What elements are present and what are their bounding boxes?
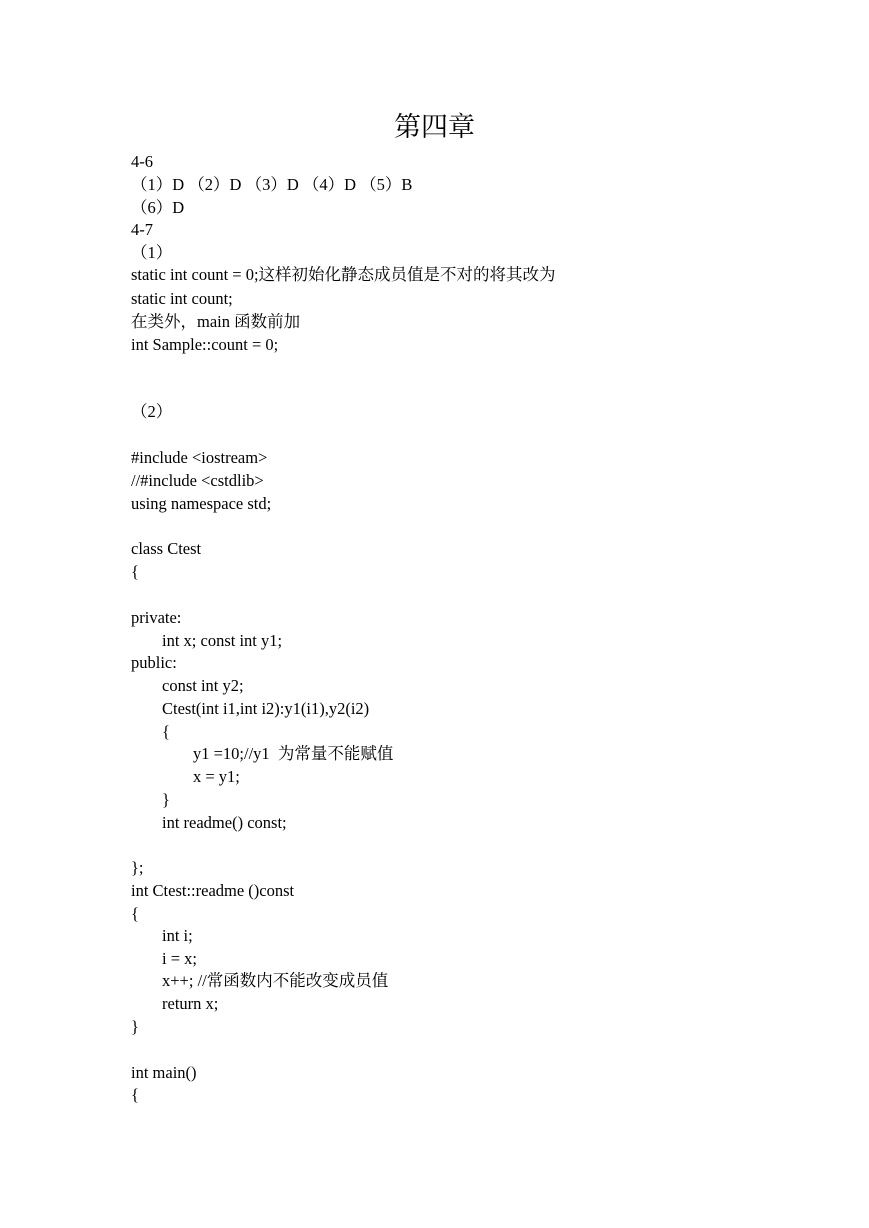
code-line: }: [162, 790, 170, 809]
code-line: return x;: [162, 994, 219, 1013]
code-line: {: [131, 562, 139, 581]
code-line: class Ctest: [131, 539, 202, 558]
code-line: }: [131, 1017, 139, 1036]
text-line: 4-7: [131, 220, 153, 239]
code-line: const int y2;: [162, 676, 244, 695]
code-line: //#include <cstdlib>: [131, 471, 264, 490]
text-line: （6）D: [131, 198, 185, 217]
code-line: y1 =10;//y1 为常量不能赋值: [193, 744, 394, 763]
code-line: int readme() const;: [162, 813, 287, 832]
text-line: static int count;: [131, 289, 233, 308]
code-line: int main(): [131, 1063, 197, 1082]
code-line: {: [131, 1085, 139, 1104]
text-line: int Sample::count = 0;: [131, 335, 279, 354]
code-line: public:: [131, 653, 177, 672]
page-title: 第四章: [394, 112, 475, 142]
code-line: {: [131, 904, 139, 923]
code-line: int x; const int y1;: [162, 631, 283, 650]
code-line: };: [131, 858, 144, 877]
code-line: #include <iostream>: [131, 448, 268, 467]
code-line: private:: [131, 608, 182, 627]
text-line: static int count = 0;这样初始化静态成员值是不对的将其改为: [131, 265, 556, 284]
code-line: x = y1;: [193, 767, 240, 786]
code-line: int i;: [162, 926, 193, 945]
code-line: Ctest(int i1,int i2):y1(i1),y2(i2): [162, 699, 370, 718]
code-line: int Ctest::readme ()const: [131, 881, 295, 900]
code-line: using namespace std;: [131, 494, 272, 513]
code-line: i = x;: [162, 949, 197, 968]
document-body: [131, 0, 831, 1228]
text-line: （2）: [131, 402, 173, 421]
text-line: 4-6: [131, 152, 153, 171]
code-line: {: [162, 722, 170, 741]
text-line: 在类外，main 函数前加: [131, 312, 301, 331]
text-line: （1）D （2）D （3）D （4）D （5）B: [131, 175, 413, 194]
code-line: x++; //常函数内不能改变成员值: [162, 971, 389, 990]
text-line: （1）: [131, 243, 173, 262]
